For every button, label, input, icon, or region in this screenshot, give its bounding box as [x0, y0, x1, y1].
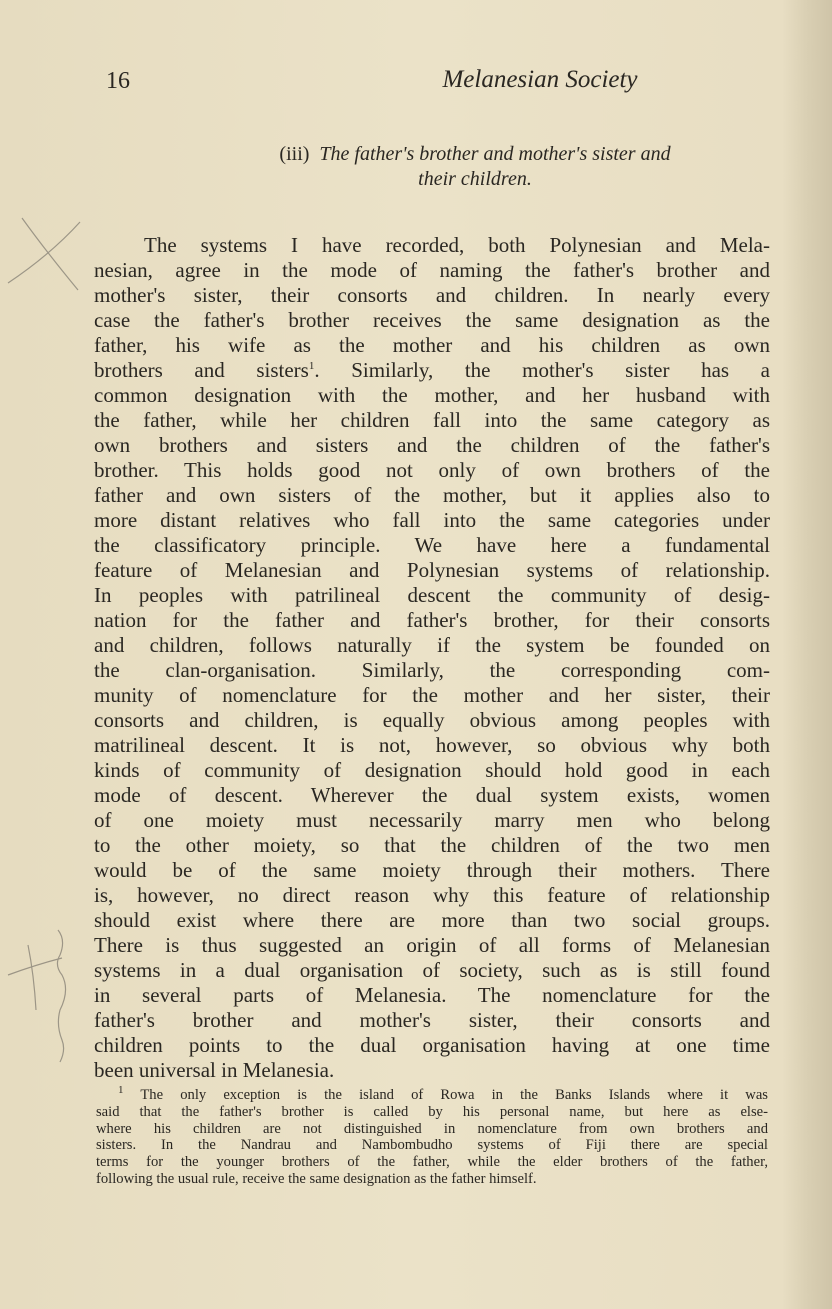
body-line [94, 358, 770, 383]
body-line: munity of nomenclature for the mother and her sister, their [94, 683, 770, 707]
body-line: been universal in Melanesia. [94, 1058, 335, 1082]
body-line: feature of Melanesian and Polynesian systems of relationship. [94, 558, 770, 582]
section-title-line2: their children. [418, 168, 532, 190]
footnote-marker: 1 [118, 1084, 124, 1097]
body-line: the clan-organisation. Similarly, the corresponding com- [94, 658, 770, 682]
footnote-line [96, 1084, 768, 1104]
body-line: mother's sister, their consorts and children. In nearly every [94, 283, 770, 307]
page-number: 16 [106, 68, 130, 94]
body-line: nesian, agree in the mode of naming the father's brother and [94, 258, 770, 282]
body-line: the classificatory principle. We have here a fundamental [94, 533, 770, 557]
footnote-text: The only exception is the island of Rowa in the Banks Islands where it was [140, 1087, 768, 1103]
body-line: children points to the dual organisation having at one time [94, 1033, 770, 1057]
body-line-text: . Similarly, the mother's sister has a [314, 358, 770, 382]
running-title: Melanesian Society [442, 66, 638, 93]
body-line: matrilineal descent. It is not, however, so obvious why both [94, 733, 770, 757]
section-heading [120, 143, 830, 166]
body-line: of one moiety must necessarily marry men who belong [94, 808, 770, 832]
footnote-line: said that the father's brother is called by his personal name, but here as else- [96, 1103, 768, 1120]
pencil-x-mark-top [8, 218, 80, 290]
body-line: own brothers and sisters and the children of the father's [94, 433, 770, 457]
pencil-x-mark-bottom [8, 945, 62, 1010]
body-line: the father, while her children fall into the same category as [94, 408, 770, 432]
footnote-line: terms for the younger brothers of the father, while the elder brothers of the father, [96, 1154, 768, 1171]
body-line: is, however, no direct reason why this feature of relationship [94, 883, 770, 907]
body-line: There is thus suggested an origin of all forms of Melanesian [94, 933, 770, 957]
section-number: (iii) [279, 143, 310, 165]
footnote-ref[interactable]: 1 [308, 360, 315, 372]
body-line: systems in a dual organisation of society, such as is still found [94, 958, 770, 982]
body-line: and children, follows naturally if the system be founded on [94, 633, 770, 657]
body-line: more distant relatives who fall into the same categories under [94, 508, 770, 532]
body-line: The systems I have recorded, both Polynesian and Mela- [144, 233, 770, 257]
body-line: father, his wife as the mother and his children as own [94, 333, 770, 357]
body-line: father and own sisters of the mother, but it applies also to [94, 483, 770, 507]
body-line: nation for the father and father's brother, for their consorts [94, 608, 770, 632]
body-line: father's brother and mother's sister, their consorts and [94, 1008, 770, 1032]
footnote-line: following the usual rule, receive the same designation as the father himself. [96, 1170, 537, 1187]
footnote-line: where his children are not distinguished in nomenclature from own brothers and [96, 1120, 768, 1137]
pencil-bracket-mark [57, 930, 65, 1062]
body-line: kinds of community of designation should hold good in each [94, 758, 770, 782]
body-line: in several parts of Melanesia. The nomenclature for the [94, 983, 770, 1007]
body-line: consorts and children, is equally obvious among peoples with [94, 708, 770, 732]
body-line: In peoples with patrilineal descent the community of desig- [94, 583, 770, 607]
section-title-line1: The father's brother and mother's sister and [319, 143, 671, 165]
body-line: would be of the same moiety through their mothers. There [94, 858, 770, 882]
body-line: common designation with the mother, and her husband with [94, 383, 770, 407]
body-line-text: brothers and sisters [94, 358, 309, 382]
body-text [94, 233, 770, 1083]
body-line: case the father's brother receives the same designation as the [94, 308, 770, 332]
body-line: should exist where there are more than two social groups. [94, 908, 770, 932]
body-line: brother. This holds good not only of own brothers of the [94, 458, 770, 482]
body-line: to the other moiety, so that the children of the two men [94, 833, 770, 857]
footnote-line: sisters. In the Nandrau and Nambombudho systems of Fiji there are special [96, 1137, 768, 1154]
body-line: mode of descent. Wherever the dual system exists, women [94, 783, 770, 807]
footnote [96, 1084, 768, 1188]
